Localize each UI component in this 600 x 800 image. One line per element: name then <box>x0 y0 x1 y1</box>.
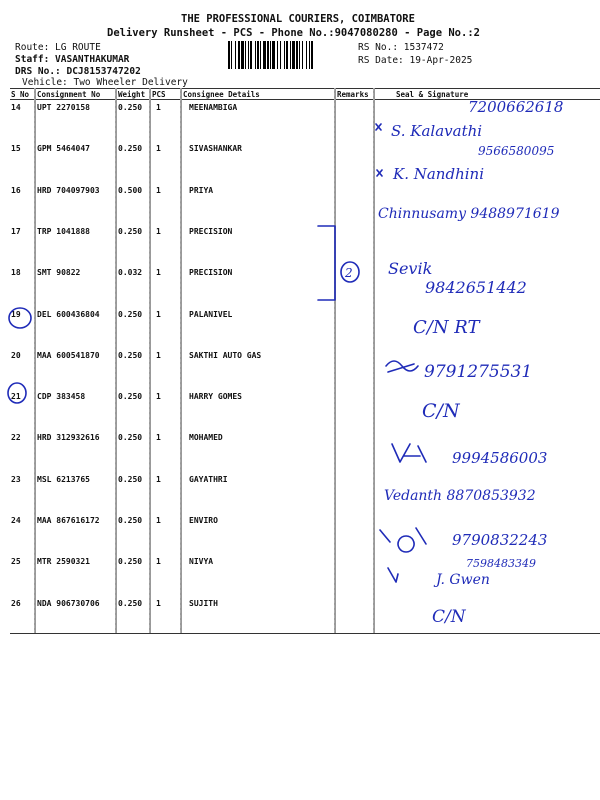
hw-r14-sig: S. Kalavathi <box>391 122 483 140</box>
row-consignee: PRECISION <box>189 227 233 236</box>
vehicle-label: Vehicle: Two Wheeler Delivery <box>22 77 188 88</box>
col-consignee: Consignee Details <box>183 90 260 99</box>
rs-date: RS Date: 19-Apr-2025 <box>358 55 473 66</box>
row-weight: 0.250 <box>118 310 143 319</box>
company-title: THE PROFESSIONAL COURIERS, COIMBATORE <box>181 13 415 25</box>
row-pcs: 1 <box>156 268 161 277</box>
row-consignee: MOHAMED <box>189 433 223 442</box>
hw-r15-tick <box>377 170 382 176</box>
col-seal: Seal & Signature <box>396 90 469 99</box>
row-pcs: 1 <box>156 599 161 608</box>
hw-r20-phone: 9791275531 <box>424 362 533 382</box>
hw-r22-scribble <box>392 444 426 462</box>
row-weight: 0.250 <box>118 516 143 525</box>
row-consignee: NIVYA <box>189 557 214 566</box>
col-pcs: PCS <box>152 90 166 99</box>
row-weight: 0.250 <box>118 557 143 566</box>
row-sno: 21 <box>11 392 21 401</box>
hw-r25-tick <box>388 568 398 582</box>
hw-r17-mark: 2 <box>345 266 353 280</box>
row-consignment: DEL 600436804 <box>37 310 100 319</box>
row-consignee: SAKTHI AUTO GAS <box>189 351 262 360</box>
row-weight: 0.250 <box>118 227 143 236</box>
hw-r14-phone: 7200662618 <box>468 98 564 116</box>
row-pcs: 1 <box>156 144 161 153</box>
row-consignment: UPT 2270158 <box>37 103 90 112</box>
row-pcs: 1 <box>156 351 161 360</box>
hw-r23-sig: Vedanth 8870853932 <box>384 488 536 504</box>
row-consignment: MAA 600541870 <box>37 351 100 360</box>
row-pcs: 1 <box>156 475 161 484</box>
hw-r21-circle <box>8 383 26 403</box>
hw-bracket <box>318 226 335 300</box>
row-weight: 0.250 <box>118 103 143 112</box>
hw-r20-scribble <box>386 361 418 372</box>
row-pcs: 1 <box>156 392 161 401</box>
row-sno: 14 <box>11 103 21 112</box>
row-consignee: PRECISION <box>189 268 233 277</box>
row-consignment: CDP 383458 <box>37 392 86 401</box>
row-sno: 22 <box>11 433 21 442</box>
row-sno: 19 <box>11 310 21 319</box>
col-remarks: Remarks <box>337 90 369 99</box>
row-weight: 0.500 <box>118 186 143 195</box>
row-consignment: HRD 704097903 <box>37 186 100 195</box>
hw-r22-phone: 9994586003 <box>452 449 548 467</box>
row-consignment: NDA 906730706 <box>37 599 100 608</box>
hw-r18-sig: Sevik <box>388 259 433 278</box>
row-weight: 0.250 <box>118 144 143 153</box>
row-pcs: 1 <box>156 186 161 195</box>
row-pcs: 1 <box>156 557 161 566</box>
row-sno: 26 <box>11 599 21 608</box>
row-consignment: TRP 1041888 <box>37 227 90 236</box>
rs-number: RS No.: 1537472 <box>358 42 444 53</box>
row-sno: 20 <box>11 351 21 360</box>
row-sno: 18 <box>11 268 21 277</box>
hw-r24-phone: 9790832243 <box>452 531 548 549</box>
row-consignee: PALANIVEL <box>189 310 233 319</box>
row-weight: 0.250 <box>118 475 143 484</box>
runsheet-subtitle: Delivery Runsheet - PCS - Phone No.:9047080280 - Page No.:2 <box>107 27 480 39</box>
hw-r21-sig: C/N <box>422 400 460 422</box>
row-consignee: ENVIRO <box>189 516 218 525</box>
row-pcs: 1 <box>156 433 161 442</box>
row-weight: 0.250 <box>118 599 143 608</box>
row-consignment: HRD 312932616 <box>37 433 100 442</box>
row-weight: 0.250 <box>118 433 143 442</box>
row-pcs: 1 <box>156 227 161 236</box>
hw-r19-sig: C/N RT <box>413 317 480 338</box>
row-sno: 25 <box>11 557 21 566</box>
hw-r15-sig: K. Nandhini <box>393 165 484 183</box>
hw-r14-tick <box>376 124 381 130</box>
row-consignee: GAYATHRI <box>189 475 228 484</box>
hw-r25-sig: J. Gwen <box>436 572 490 588</box>
row-consignment: SMT 90822 <box>37 268 81 277</box>
hw-r15-phone: 9566580095 <box>478 144 555 158</box>
row-sno: 24 <box>11 516 21 525</box>
row-consignee: PRIYA <box>189 186 214 195</box>
row-pcs: 1 <box>156 103 161 112</box>
row-consignment: MTR 2590321 <box>37 557 90 566</box>
row-consignee: MEENAMBIGA <box>189 103 238 112</box>
hw-r16-sig: Chinnusamy 9488971619 <box>378 206 560 222</box>
row-weight: 0.250 <box>118 392 143 401</box>
row-sno: 23 <box>11 475 21 484</box>
col-consignment: Consignment No <box>37 90 101 99</box>
route-label: Route: LG ROUTE <box>15 42 101 53</box>
hw-r26-sig: C/N <box>432 607 466 627</box>
hw-r18-phone: 9842651442 <box>425 278 527 297</box>
row-weight: 0.250 <box>118 351 143 360</box>
row-consignment: MSL 6213765 <box>37 475 90 484</box>
row-sno: 15 <box>11 144 21 153</box>
row-consignment: MAA 867616172 <box>37 516 100 525</box>
col-sno: S No <box>11 90 30 99</box>
row-sno: 17 <box>11 227 21 236</box>
staff-label: Staff: VASANTHAKUMAR <box>15 54 130 65</box>
row-consignment: GPM 5464047 <box>37 144 90 153</box>
row-consignee: SIVASHANKAR <box>189 144 242 153</box>
row-consignee: SUJITH <box>189 599 218 608</box>
hw-r24-scribble <box>380 528 426 552</box>
row-pcs: 1 <box>156 310 161 319</box>
row-pcs: 1 <box>156 516 161 525</box>
hw-r25-phone: 7598483349 <box>466 557 536 570</box>
hw-r19-circle <box>9 308 31 328</box>
row-sno: 16 <box>11 186 21 195</box>
drs-label: DRS No.: DCJ8153747202 <box>15 66 141 77</box>
col-weight: Weight <box>118 90 146 99</box>
row-weight: 0.032 <box>118 268 143 277</box>
row-consignee: HARRY GOMES <box>189 392 242 401</box>
